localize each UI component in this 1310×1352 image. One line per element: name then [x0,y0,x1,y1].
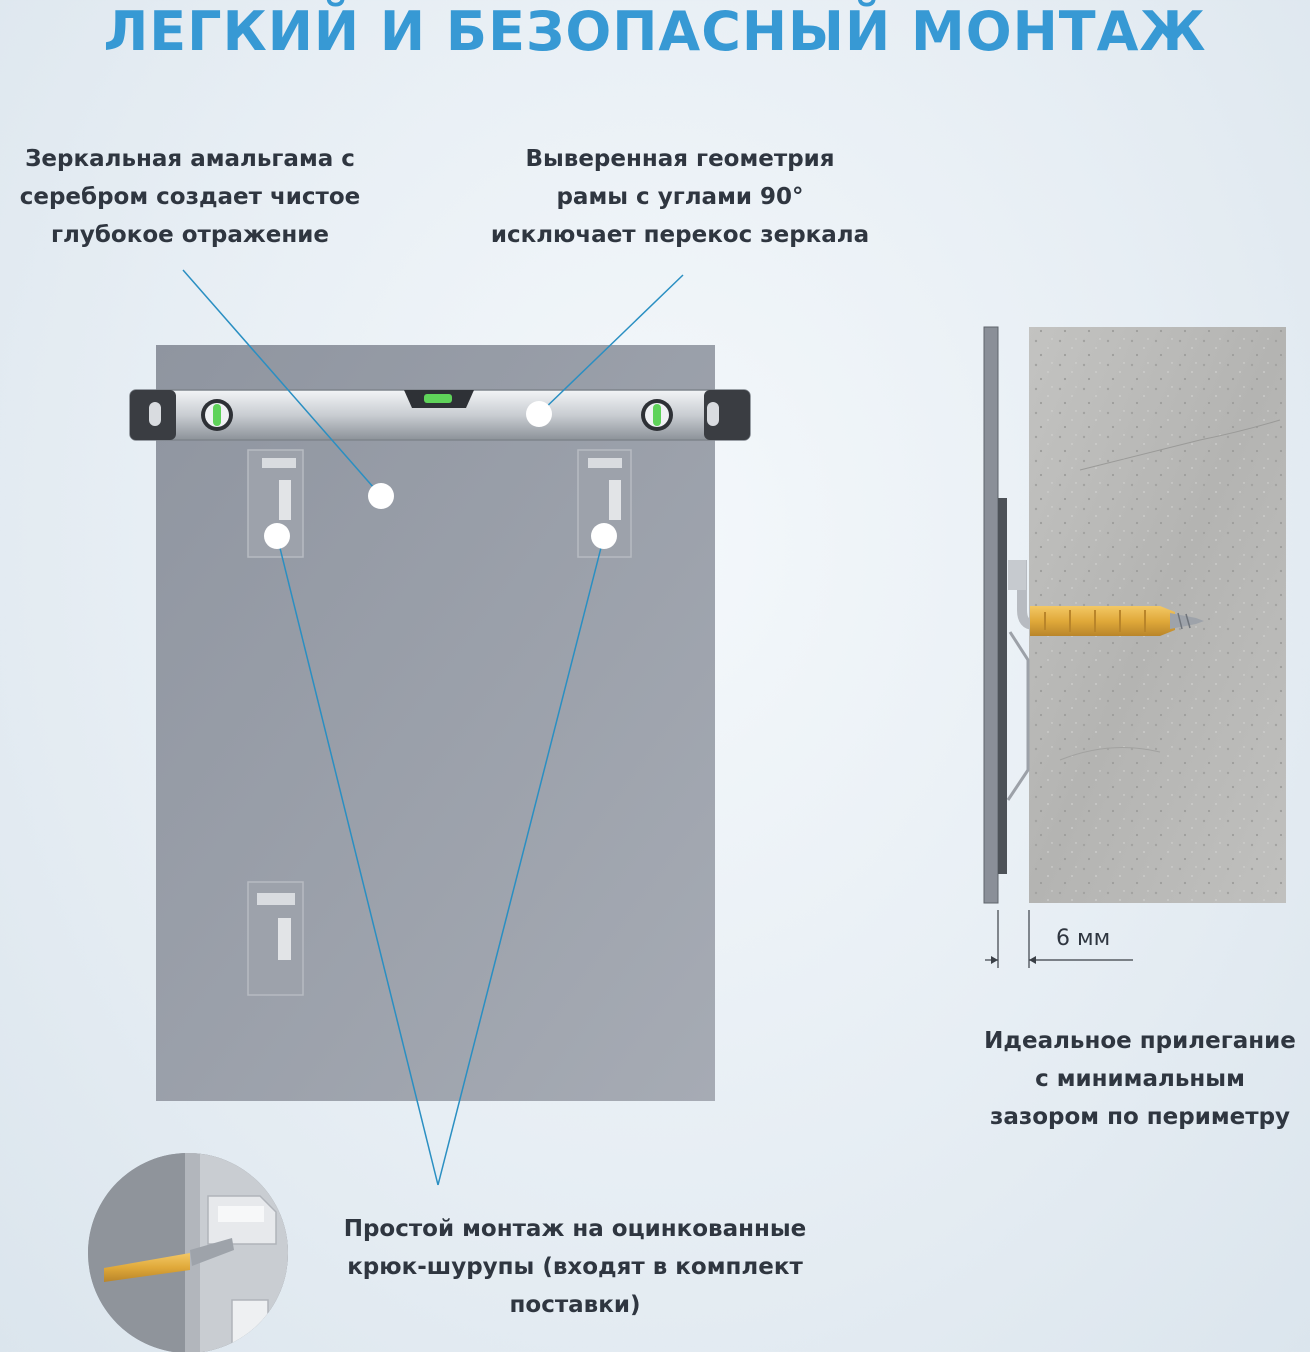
callout-mounting-line-2: крюк-шурупы (входят в комплект [347,1254,803,1280]
marker-dot-hook-left [264,523,290,549]
callout-fit [950,1022,1310,1136]
callout-amalgam-line-2: серебром создает чистое [19,184,361,210]
page-title: ЛЕГКИЙ И БЕЗОПАСНЫЙ МОНТАЖ [103,0,1207,63]
dimension-arrow-right [1029,956,1036,964]
callout-amalgam-line-1: Зеркальная амальгама с [25,146,355,172]
callout-fit-line-1: Идеальное прилегание [984,1028,1296,1054]
spirit-level-icon [130,390,750,440]
marker-dot-hook-right [591,523,617,549]
callout-geometry-line-3: исключает перекос зеркала [490,222,870,248]
callout-fit-line-2: с минимальным [1035,1066,1245,1092]
hook-bracket-bottom [248,882,303,995]
callout-mounting-line-3: поставки) [509,1292,641,1318]
hook-detail-circle [80,1150,300,1352]
dimension-arrow-left [991,956,998,964]
callout-amalgam-line-3: глубокое отражение [51,222,329,248]
marker-dot-geometry [526,401,552,427]
callout-geometry-line-1: Выверенная геометрия [525,146,835,172]
callout-geometry-line-2: рамы с углами 90° [556,184,804,210]
callout-mounting-line-1: Простой монтаж на оцинкованные [343,1216,807,1242]
callout-fit-line-3: зазором по периметру [989,1104,1291,1130]
marker-dot-amalgam [368,483,394,509]
mirror-frame-profile [998,498,1007,874]
gap-dimension-label: 6 мм [1056,926,1111,951]
callout-mounting [300,1210,850,1324]
mirror-side-profile [984,327,998,903]
